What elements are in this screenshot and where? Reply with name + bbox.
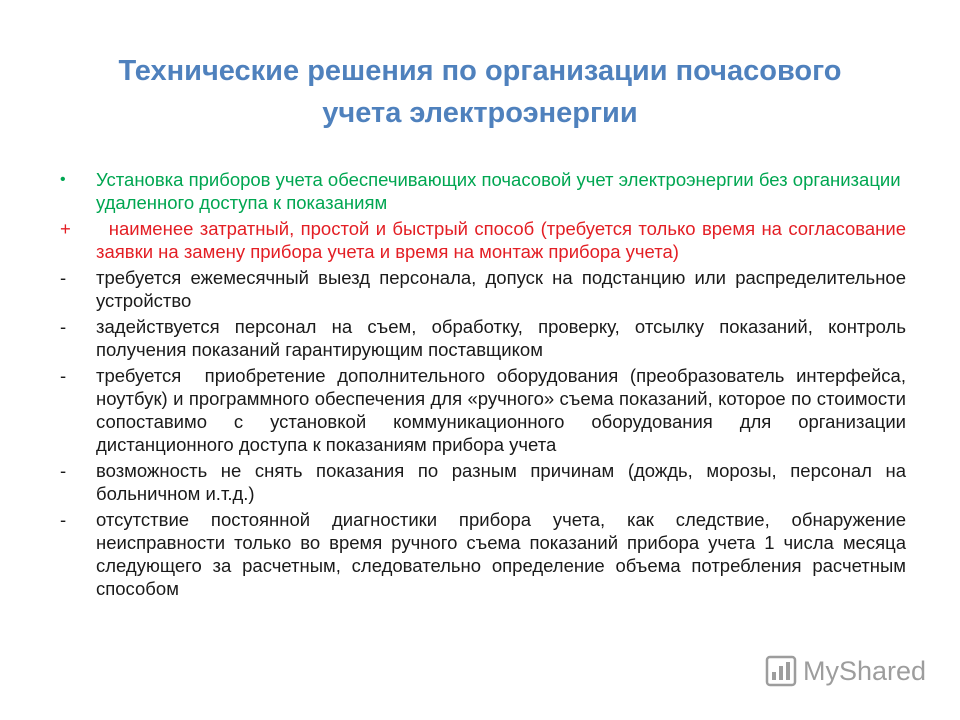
- slide-title-line-2: учета электроэнергии: [322, 97, 638, 129]
- slide-title-line-1: Технические решения по организации почасового: [118, 55, 842, 87]
- drawback-item: [58, 266, 906, 312]
- intro-text: Установка приборов учета обеспечивающих почасовой учет электроэнергии без организации удаленного доступа к показаниям: [96, 169, 901, 213]
- advantage-item: [58, 217, 912, 263]
- drawback-text: требуется ежемесячный выезд персонала, допуск на подстанцию или распределительное устройство: [96, 267, 906, 311]
- minus-marker: -: [60, 365, 67, 386]
- minus-marker: -: [60, 509, 67, 530]
- slide-body: [58, 168, 912, 603]
- drawback-item: [58, 508, 906, 600]
- advantage-text: наименее затратный, простой и быстрый способ (требуется только время на согласование заявки на замену прибора учета и время на монтаж прибора учета): [96, 218, 912, 262]
- slide-title: [60, 50, 900, 134]
- drawback-text: требуется приобретение дополнительного оборудования (преобразователь интерфейса, ноутбук) и программного обеспечения для «ручного» съема показаний, которое по стоимости сопоставимо с установкой коммуникационного оборудования для организации дистанционного доступа к показаниям прибора учета: [96, 365, 912, 455]
- drawback-text: задействуется персонал на съем, обработку, проверку, отсылку показаний, контроль получения показаний гарантирующим поставщиком: [96, 316, 906, 360]
- drawback-item: [58, 364, 912, 456]
- myshared-watermark: [764, 654, 926, 688]
- myshared-logo-icon: [764, 654, 798, 688]
- drawback-item: [58, 315, 906, 361]
- watermark-brand: MyShared: [803, 655, 927, 686]
- drawback-text: возможность не снять показания по разным причинам (дождь, морозы, персонал на больничном и.т.д.): [96, 460, 906, 504]
- bullet-marker: •: [60, 171, 66, 188]
- drawback-text: отсутствие постоянной диагностики прибора учета, как следствие, обнаружение неисправности только во время ручного съема показаний прибора учета 1 числа месяца следующего за расчетным, следовательно определение объема потребления расчетным способом: [96, 509, 906, 599]
- minus-marker: -: [60, 316, 67, 337]
- minus-marker: -: [60, 267, 67, 288]
- plus-marker: +: [60, 218, 71, 239]
- intro-bullet: [58, 168, 906, 214]
- drawback-item: [58, 459, 906, 505]
- minus-marker: -: [60, 460, 67, 481]
